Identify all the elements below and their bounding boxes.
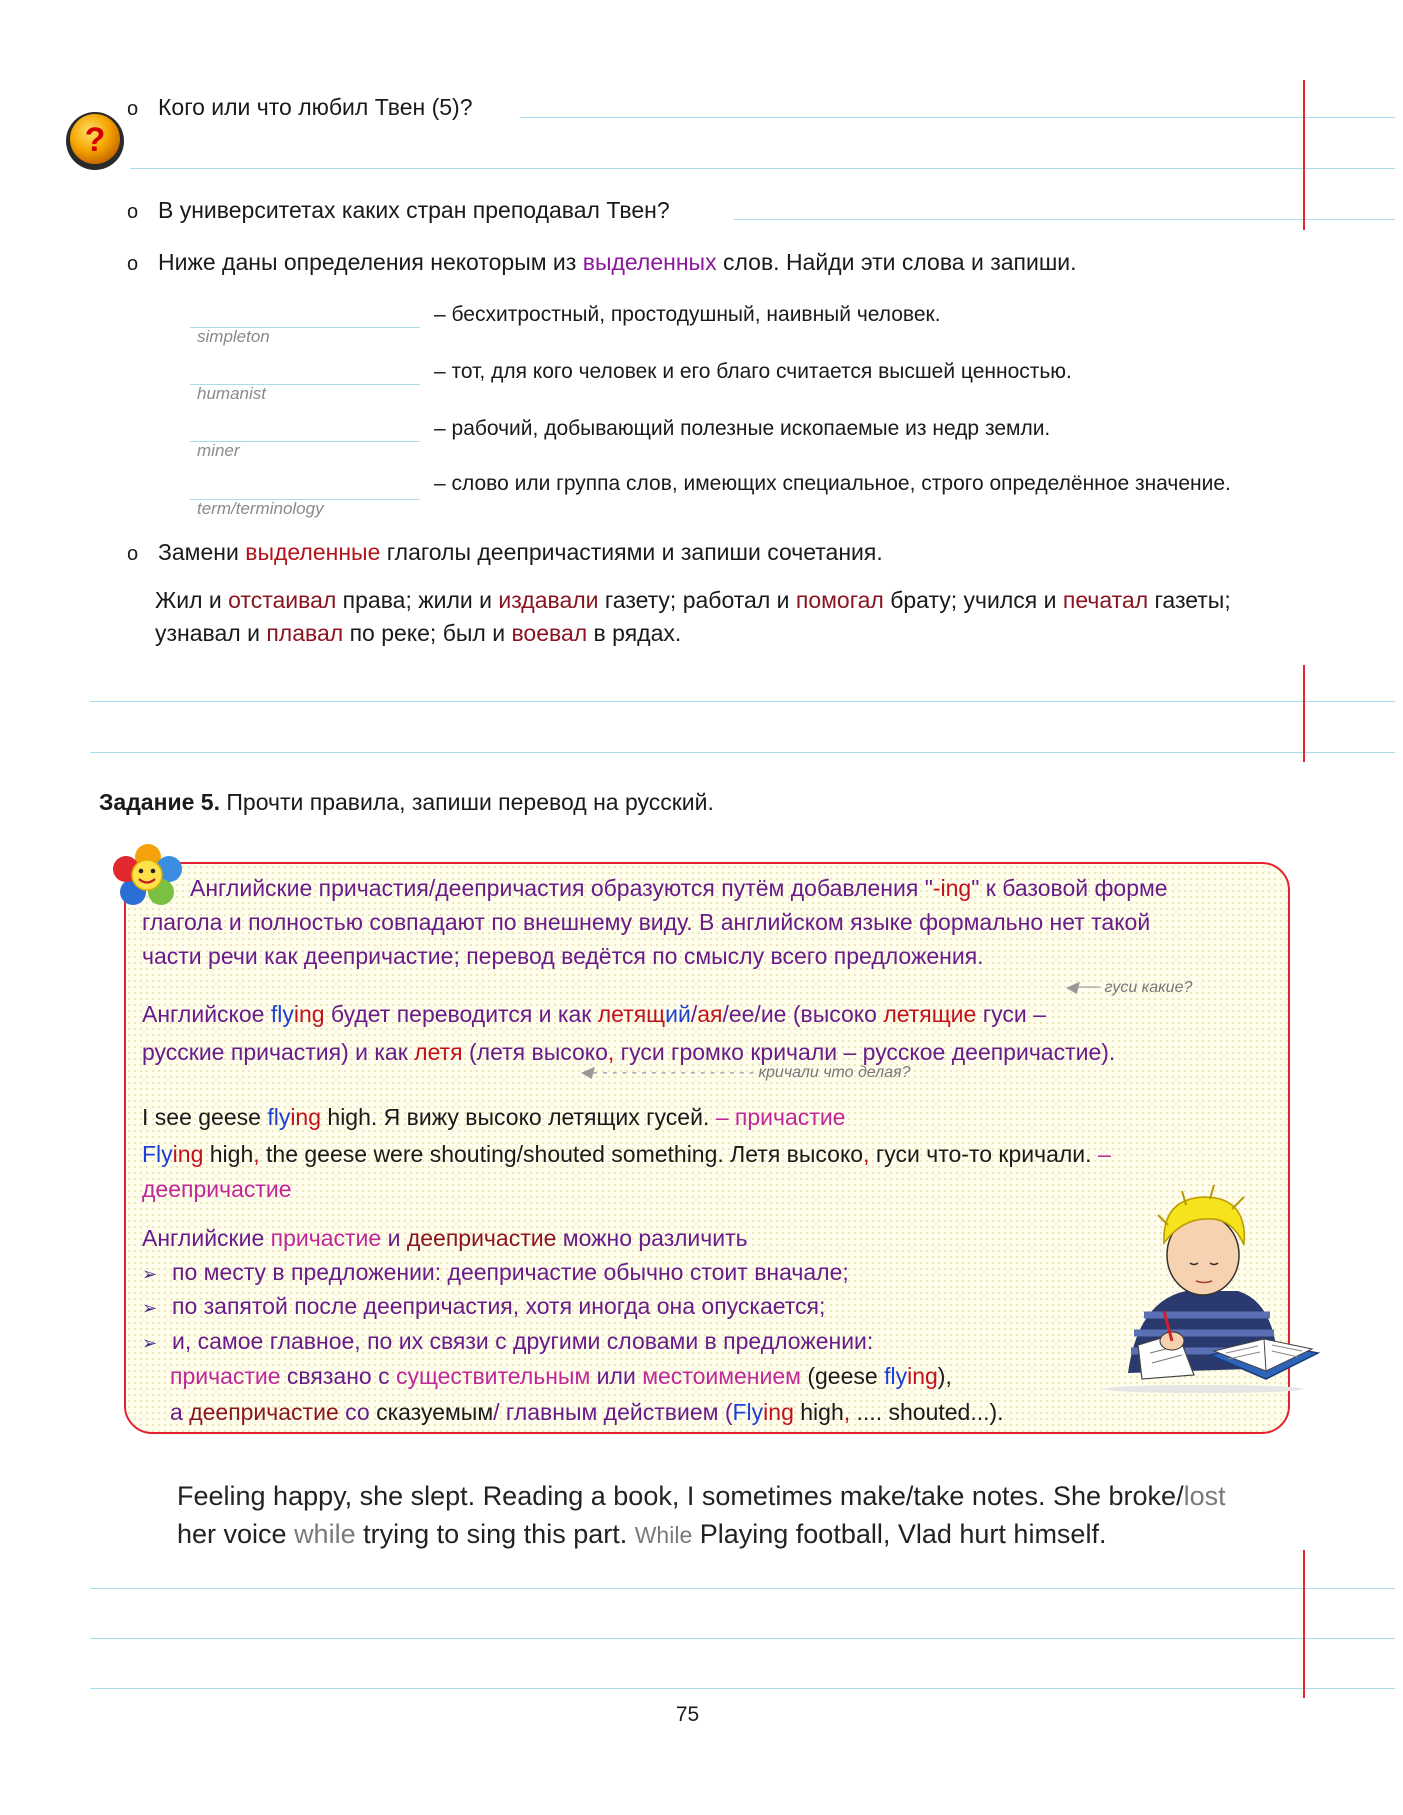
rule-text: Английские причастия/деепричастия образуются путём добавления " [190,875,933,901]
definition: – слово или группа слов, имеющих специальное, строго определённое значение. [434,472,1231,495]
definition: – бесхитростный, простодушный, наивный человек. [434,303,941,326]
example-text: Playing football, Vlad hurt himself. [692,1519,1107,1549]
text-segment: I see geese [142,1104,268,1130]
text-segment: – причастие [715,1104,846,1130]
text-segment: (летя высоко [462,1039,608,1065]
text-segment: Английское [142,1001,271,1027]
rule-p1-line3: части речи как деепричастие; перевод ведётся по смыслу всего предложения. [142,943,984,969]
text-segment: русские причастия) и как [142,1039,415,1065]
note-shouted-how [580,1062,911,1082]
text-segment: Английские [142,1225,271,1251]
question-4 [127,538,883,568]
text-segment: ), [937,1363,952,1389]
answer-term: term/terminology [197,499,324,518]
text-segment: high [793,1399,844,1425]
rule-bullet-3 [142,1327,873,1357]
text-segment: high [203,1141,254,1167]
text-segment: можно различить [556,1225,748,1251]
example-text-gray: while [294,1519,356,1549]
rule-bullet-text: по месту в предложении: деепричастие обычно стоит вначале; [172,1259,849,1285]
text-segment: по реке; был и [343,620,512,646]
arrow-left-icon: ◀- - - - - - - - - - - - - - - - - [580,1064,755,1081]
text-segment: газету; работал и [598,587,796,613]
page-number: 75 [675,1703,700,1726]
rule-p2-line1 [142,1000,1046,1028]
rule-text: " к базовой форме [971,875,1168,901]
verb-line-2 [155,617,1355,650]
text-segment: летящие [883,1001,977,1027]
ruled-line [90,1688,1395,1689]
text-segment: и [381,1225,407,1251]
question-text: Кого или что любил Твен (5)? [158,94,473,120]
rule-bullet-text: и, самое главное, по их связи с другими словами в предложении: [172,1328,874,1354]
text-segment: гуси – [976,1001,1046,1027]
example-text-gray: lost [1183,1481,1226,1511]
text-segment: деепричастие [189,1399,339,1425]
text-segment: ing [907,1363,938,1389]
rule-p1-line1 [190,874,1168,902]
text-segment: , [253,1141,260,1167]
text-segment: или [590,1363,643,1389]
text-segment: fly [267,1104,291,1130]
text-segment: ing [293,1001,325,1027]
example-text: her voice [177,1519,295,1549]
smiling-flower-icon [113,843,183,907]
boy-writing-illustration [1098,1183,1320,1393]
text-segment: брату; учился и [883,587,1063,613]
text-segment: fly [884,1363,908,1389]
answer-simpleton: simpleton [197,327,270,346]
text-segment: the geese were shouting/shouted something. Летя высоко [259,1141,864,1167]
text-segment: причастие [170,1363,281,1389]
text-segment: существительным [395,1363,591,1389]
text-segment: гуси громко кричали – русское деепричастие). [614,1039,1116,1065]
text-segment: газеты; [1148,587,1231,613]
ruled-line [90,701,1395,702]
text-segment: со [338,1399,377,1425]
text-segment: гуси что-то кричали. [869,1141,1098,1167]
text-segment: Fly [142,1141,173,1167]
example-line-1 [177,1477,1307,1515]
text-segment: деепричастие [406,1225,557,1251]
note-text: гуси какие? [1104,979,1193,996]
example-text: trying to sing this part. [355,1519,635,1549]
answer-humanist: humanist [197,384,266,403]
example-line-2 [177,1515,1307,1554]
ing-suffix: -ing [932,875,972,901]
text-segment: high. Я вижу высоко летящих гусей. [321,1104,716,1130]
text-segment: причастие [270,1225,382,1251]
highlighted-word: выделенных [582,249,717,275]
highlighted-word: выделенные [245,539,381,565]
definition: – тот, для кого человек и его благо считается высшей ценностью. [434,360,1072,383]
margin-line [1303,80,1305,230]
answer-miner: miner [197,441,240,460]
rule-bullet-1 [142,1258,849,1288]
text-segment: а [170,1399,190,1425]
rule-p1-line2: глагола и полностью совпадают по внешнему виду. В английском языке формально нет такой [142,909,1151,935]
text-segment: – [1097,1141,1111,1167]
verb-line-1 [155,584,1355,617]
question-text: Ниже даны определения некоторым из [158,249,583,275]
text-segment: будет переводится и как [324,1001,598,1027]
text-segment: ий [665,1001,691,1027]
ruled-line [520,117,1395,118]
rule-bullet-4 [170,1362,952,1390]
example-participle [142,1103,845,1131]
example-text-gray: While [634,1522,693,1548]
question-text: слов. Найди эти слова и запиши. [716,249,1077,275]
question-text: Замени [158,539,246,565]
text-segment: / [690,1001,698,1027]
text-segment: местоимением [642,1363,801,1389]
question-mark-icon [63,108,127,172]
text-segment: ing [172,1141,204,1167]
task-text: Прочти правила, запиши перевод на русский. [220,789,714,815]
bullet: o [127,543,139,565]
ruled-line [90,1588,1395,1589]
chevron-right-icon: ➢ [142,1298,158,1318]
margin-line [1303,1550,1305,1698]
text-segment: / главным действием ( [493,1399,733,1425]
rule-bullet-text: по запятой после деепричастия, хотя иногда она опускается; [172,1293,826,1319]
text-segment: летя [414,1039,463,1065]
text-segment: fly [270,1001,294,1027]
arrow-left-icon: ◀── [1065,979,1100,996]
text-segment: сказуемым [376,1399,494,1425]
question-text: глаголы деепричастиями и запиши сочетания. [380,539,883,565]
text-segment: в рядах. [587,620,682,646]
definition: – рабочий, добывающий полезные ископаемые из недр земли. [434,417,1051,440]
rule-bullet-2 [142,1292,825,1322]
chevron-right-icon: ➢ [142,1333,158,1353]
ruled-line [90,752,1395,753]
text-segment: , [607,1039,615,1065]
text-segment: печатал [1062,587,1149,613]
text-segment: Жил и [155,587,229,613]
example-gerund [142,1140,1111,1168]
margin-line [1303,665,1305,762]
task-heading [99,789,714,816]
text-segment: ing [763,1399,794,1425]
ruled-line [734,219,1395,220]
distinguish-heading [142,1224,748,1252]
chevron-right-icon: ➢ [142,1264,158,1284]
rule-bullet-5 [170,1398,1004,1426]
text-segment: связано с [280,1363,396,1389]
question-2 [127,196,670,226]
text-segment: воевал [511,620,588,646]
ruled-line [130,168,1395,169]
text-segment: Fly [732,1399,764,1425]
text-segment: издавали [498,587,599,613]
text-segment: плавал [266,620,344,646]
text-segment: узнавал и [155,620,267,646]
example-text: Feeling happy, she slept. Reading a book, I sometimes make/take notes. She broke/ [177,1481,1184,1511]
text-segment: отстаивал [228,587,337,613]
text-segment: права; жили и [336,587,499,613]
text-segment: .... shouted...). [850,1399,1004,1425]
text-segment: (geese [800,1363,885,1389]
bullet: o [127,253,139,275]
question-text: В университетах каких стран преподавал Твен? [158,197,670,223]
text-segment: летящ [597,1001,666,1027]
note-text: кричали что делая? [758,1064,911,1081]
text-segment: ая [697,1001,723,1027]
text-segment: , [843,1399,851,1425]
bullet: o [127,98,139,120]
verb-phrases [155,584,1355,650]
question-3 [127,248,1077,278]
text-segment: ing [290,1104,322,1130]
ruled-line [90,1638,1395,1639]
bullet: o [127,201,139,223]
example-gerund-label: деепричастие [142,1176,292,1202]
task-label: Задание 5. [99,789,220,815]
text-segment: помогал [795,587,884,613]
svg-text:?: ? [84,121,106,159]
text-segment: , [863,1141,870,1167]
note-geese-which [1065,977,1192,997]
translation-examples [177,1477,1307,1554]
text-segment: /ее/ие (высоко [722,1001,884,1027]
question-1 [127,93,473,123]
